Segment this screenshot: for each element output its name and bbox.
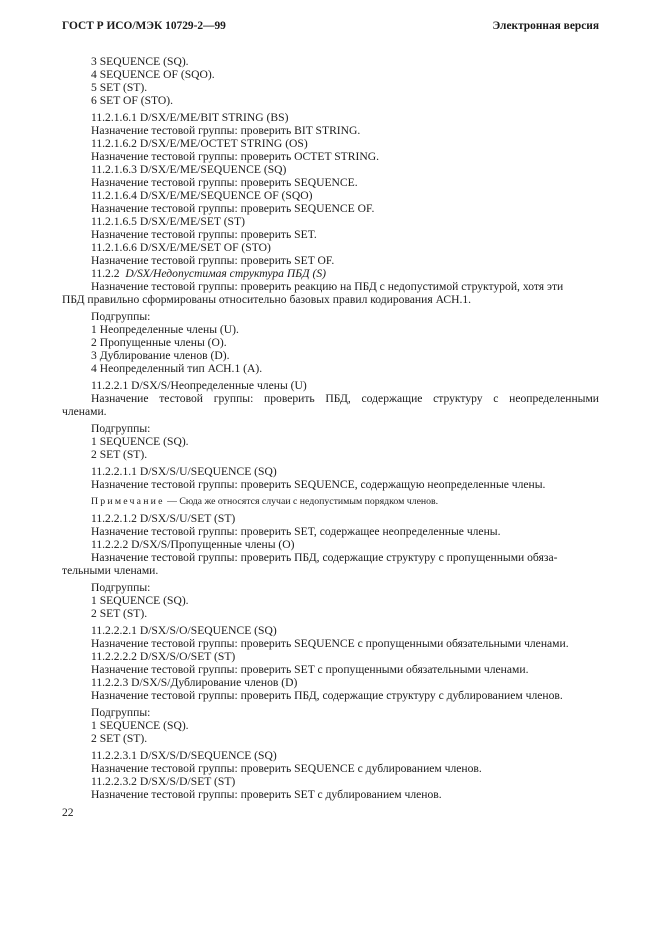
- section-heading: 11.2.1.6.5 D/SX/E/ME/SET (ST): [91, 215, 245, 228]
- subgroups-label: Подгруппы:: [91, 706, 151, 719]
- paragraph: Назначение тестовой группы: проверить SEQUENCE с пропущенными обязательными членами.: [91, 637, 569, 650]
- section-heading-11-2-2: [91, 267, 599, 280]
- section-heading: 11.2.1.6.4 D/SX/E/ME/SEQUENCE OF (SQO): [91, 189, 313, 202]
- list-item: 2 SET (ST).: [91, 448, 148, 461]
- paragraph: Назначение тестовой группы: проверить SEQUENCE OF.: [91, 202, 375, 215]
- section-heading: 11.2.1.6.2 D/SX/E/ME/OCTET STRING (OS): [91, 137, 308, 150]
- list-item: 1 SEQUENCE (SQ).: [91, 719, 189, 732]
- document-body: [62, 55, 599, 801]
- paragraph: Назначение тестовой группы: проверить SEQUENCE, содержащую неопределенные члены.: [91, 478, 546, 491]
- section-heading: 11.2.2.2.1 D/SX/S/O/SEQUENCE (SQ): [91, 624, 277, 637]
- list-item: 3 SEQUENCE (SQ).: [91, 55, 189, 68]
- section-heading: 11.2.1.6.6 D/SX/E/ME/SET OF (STO): [91, 241, 271, 254]
- paragraph-continuation: членами.: [62, 405, 107, 418]
- paragraph-continuation: тельными членами.: [62, 564, 159, 577]
- subgroups-label: Подгруппы:: [91, 581, 151, 594]
- section-heading: 11.2.2.2 D/SX/S/Пропущенные члены (O): [91, 538, 295, 551]
- paragraph: Назначение тестовой группы: проверить ПБД, содержащие структуру с дублированием членов.: [91, 689, 563, 702]
- page-number: 22: [62, 806, 74, 819]
- subgroups-label: Подгруппы:: [91, 310, 151, 323]
- list-item: 3 Дублирование членов (D).: [91, 349, 230, 362]
- paragraph: Назначение тестовой группы: проверить реакцию на ПБД с недопустимой структурой, хотя эти: [91, 280, 564, 293]
- list-item: 6 SET OF (STO).: [91, 94, 174, 107]
- note-text: — Сюда же относятся случаи с недопустимым порядком членов.: [164, 496, 439, 507]
- paragraph: Назначение тестовой группы: проверить OCTET STRING.: [91, 150, 379, 163]
- section-number: 11.2.2: [91, 267, 120, 280]
- paragraph: Назначение тестовой группы: проверить SEQUENCE с дублированием членов.: [91, 762, 482, 775]
- subgroups-label: Подгруппы:: [91, 422, 151, 435]
- section-heading: 11.2.2.3.1 D/SX/S/D/SEQUENCE (SQ): [91, 749, 277, 762]
- paragraph: Назначение тестовой группы: проверить SET с дублированием членов.: [91, 788, 442, 801]
- paragraph: Назначение тестовой группы: проверить BIT STRING.: [91, 124, 361, 137]
- list-item: 1 SEQUENCE (SQ).: [91, 594, 189, 607]
- paragraph: Назначение тестовой группы: проверить SET с пропущенными обязательными членами.: [91, 663, 529, 676]
- list-item: 4 Неопределенный тип АСН.1 (A).: [91, 362, 263, 375]
- paragraph-continuation: ПБД правильно сформированы относительно базовых правил кодирования АСН.1.: [62, 293, 472, 306]
- paragraph: Назначение тестовой группы: проверить SEQUENCE.: [91, 176, 358, 189]
- note-label: Примечание: [91, 496, 165, 507]
- paragraph: Назначение тестовой группы: проверить ПБД, содержащие структуру с пропущенными обяза-: [91, 551, 558, 564]
- list-item: 1 SEQUENCE (SQ).: [91, 435, 189, 448]
- section-heading: 11.2.1.6.3 D/SX/E/ME/SEQUENCE (SQ): [91, 163, 287, 176]
- paragraph: Назначение тестовой группы: проверить SET, содержащее неопределенные члены.: [91, 525, 501, 538]
- paragraph: Назначение тестовой группы: проверить SET.: [91, 228, 317, 241]
- section-heading: 11.2.2.3 D/SX/S/Дублирование членов (D): [91, 676, 298, 689]
- list-item: 2 Пропущенные члены (O).: [91, 336, 227, 349]
- paragraph: Назначение тестовой группы: проверить SET OF.: [91, 254, 335, 267]
- header-standard-code: ГОСТ Р ИСО/МЭК 10729-2—99: [62, 20, 226, 32]
- note: [91, 495, 599, 508]
- section-heading: 11.2.2.3.2 D/SX/S/D/SET (ST): [91, 775, 236, 788]
- list-item: 4 SEQUENCE OF (SQO).: [91, 68, 215, 81]
- section-heading: 11.2.2.1.1 D/SX/S/U/SEQUENCE (SQ): [91, 465, 277, 478]
- section-heading: 11.2.2.1 D/SX/S/Неопределенные члены (U): [91, 379, 307, 392]
- list-item: 5 SET (ST).: [91, 81, 148, 94]
- section-title: D/SX/Недопустимая структура ПБД (S): [125, 267, 326, 280]
- section-heading: 11.2.1.6.1 D/SX/E/ME/BIT STRING (BS): [91, 111, 289, 124]
- list-item: 1 Неопределенные члены (U).: [91, 323, 239, 336]
- section-heading: 11.2.2.2.2 D/SX/S/O/SET (ST): [91, 650, 236, 663]
- list-item: 2 SET (ST).: [91, 732, 148, 745]
- section-heading: 11.2.2.1.2 D/SX/S/U/SET (ST): [91, 512, 236, 525]
- paragraph: Назначение тестовой группы: проверить ПБД, содержащие структуру с неопределенными: [91, 392, 599, 405]
- header-edition-label: Электронная версия: [492, 20, 599, 32]
- list-item: 2 SET (ST).: [91, 607, 148, 620]
